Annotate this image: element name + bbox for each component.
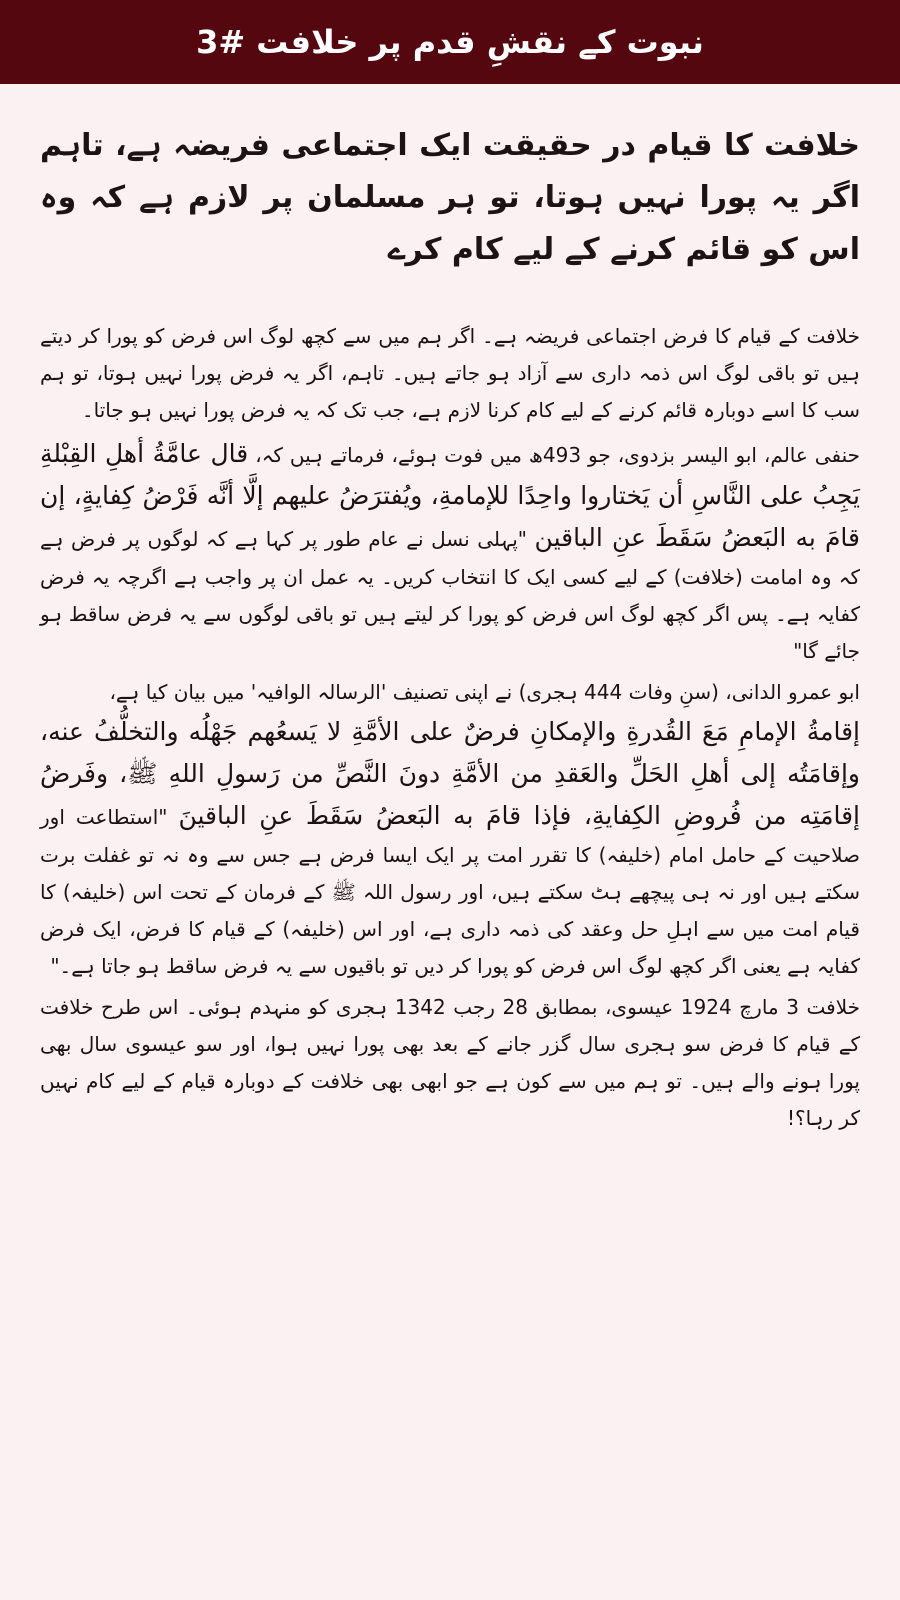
headline: خلافت کا قیام در حقیقت ایک اجتماعی فریضہ ہے، تاہم اگر یہ پورا نہیں ہوتا، تو ہر مسلمان پر لازم ہے کہ وہ اس کو قائم کرنے کے لیے کام کرے: [40, 128, 860, 267]
paragraph-2: [40, 433, 860, 670]
article-body: [40, 318, 860, 1137]
header-title: نبوت کے نقشِ قدم پر خلافت #3: [196, 23, 704, 61]
paragraph-4: خلافت 3 مارچ 1924 عیسوی، بمطابق 28 رجب 1342 ہجری کو منہدم ہوئی۔ اس طرح خلافت کے قیام کا فرض سو ہجری سال گزر جانے کے بعد بھی پورا نہیں ہوا، اور سو عیسوی سال بھی پورا ہونے والے ہیں۔ تو ہم میں سے کون ہے جو ابھی بھی خلافت کے دوبارہ قیام کے لیے کام نہیں کر رہا؟!: [40, 995, 861, 1130]
paragraph-3: [40, 674, 860, 985]
arabic-quote-2: إقامةُ الإمامِ مَعَ القُدرةِ والإمكانِ فرضٌ على الأمَّةِ لا يَسعُهم جَهْلُه والتخلُّفُ عنه، وإقامَتُه إلى أهلِ الحَلِّ والعَقدِ من الأمَّةِ دونَ النَّصِّ من رَسولِ اللهِ ﷺ، وفَرضُ إقامَتِه من فُروضِ الكِفايةِ، فإذا قامَ به البَعضُ سَقَطَ عنِ الباقينَ: [40, 717, 861, 830]
paragraph-2-intro: حنفی عالم، ابو الیسر بزدوی، جو 493ھ میں فوت ہوئے، فرماتے ہیں کہ،: [255, 443, 860, 467]
paragraph-2-translation: "پہلی نسل نے عام طور پر کہا ہے کہ لوگوں پر فرض ہے کہ وہ امامت (خلافت) کے لیے کسی ایک کا انتخاب کریں۔ یہ عمل ان پر واجب ہے اگرچہ یہ فرض کفایہ ہے۔ پس اگر کچھ لوگ اس فرض کو پورا کر لیتے ہیں تو باقی لوگوں سے یہ فرض ساقط ہو جائے گا": [40, 527, 860, 663]
paragraph-3-intro: ابو عمرو الدانی، (سنِ وفات 444 ہجری) نے اپنی تصنیف 'الرسالہ الوافیہ' میں بیان کیا ہے،: [109, 680, 860, 704]
header-bar: [0, 0, 900, 84]
paragraph-1: خلافت کے قیام کا فرض اجتماعی فریضہ ہے۔ اگر ہم میں سے کچھ لوگ اس فرض کو پورا کر دیتے ہیں تو باقی لوگ اس ذمہ داری سے آزاد ہو جاتے ہیں۔ تاہم، اگر یہ فرض پورا نہیں ہوتا، تو ہم سب کا اسے دوبارہ قائم کرنے کے لیے کام کرنا لازم ہے، جب تک کہ یہ فرض پورا نہیں ہو جاتا۔: [40, 324, 860, 422]
paragraph-3-translation: "استطاعت اور صلاحیت کے حامل امام (خلیفہ) کا تقرر امت پر ایک ایسا فرض ہے جس سے وہ نہ تو غفلت برت سکتے ہیں اور نہ ہی پیچھے ہٹ سکتے ہیں، اور رسول اللہ ﷺ کے فرمان کے تحت اس (خلیفہ) کا قیام امت میں سے اہلِ حل وعقد کی ذمہ داری ہے، اور اس (خلیفہ) کے قیام کا فرض، ایک فرض کفایہ ہے یعنی اگر کچھ لوگ اس فرض کو پورا کر دیں تو باقیوں سے یہ فرض ساقط ہو جاتا ہے۔": [40, 805, 860, 978]
arabic-quote-1: قال عامَّةُ أهلِ القِبْلةِ يَجِبُ على النَّاسِ أن يَختاروا واحِدًا للإمامةِ، ويُفترَضُ عليهم إلَّا أنَّه فَرْضُ كِفايةٍ، إن قامَ به البَعضُ سَقَطَ عنِ الباقين: [40, 439, 860, 552]
